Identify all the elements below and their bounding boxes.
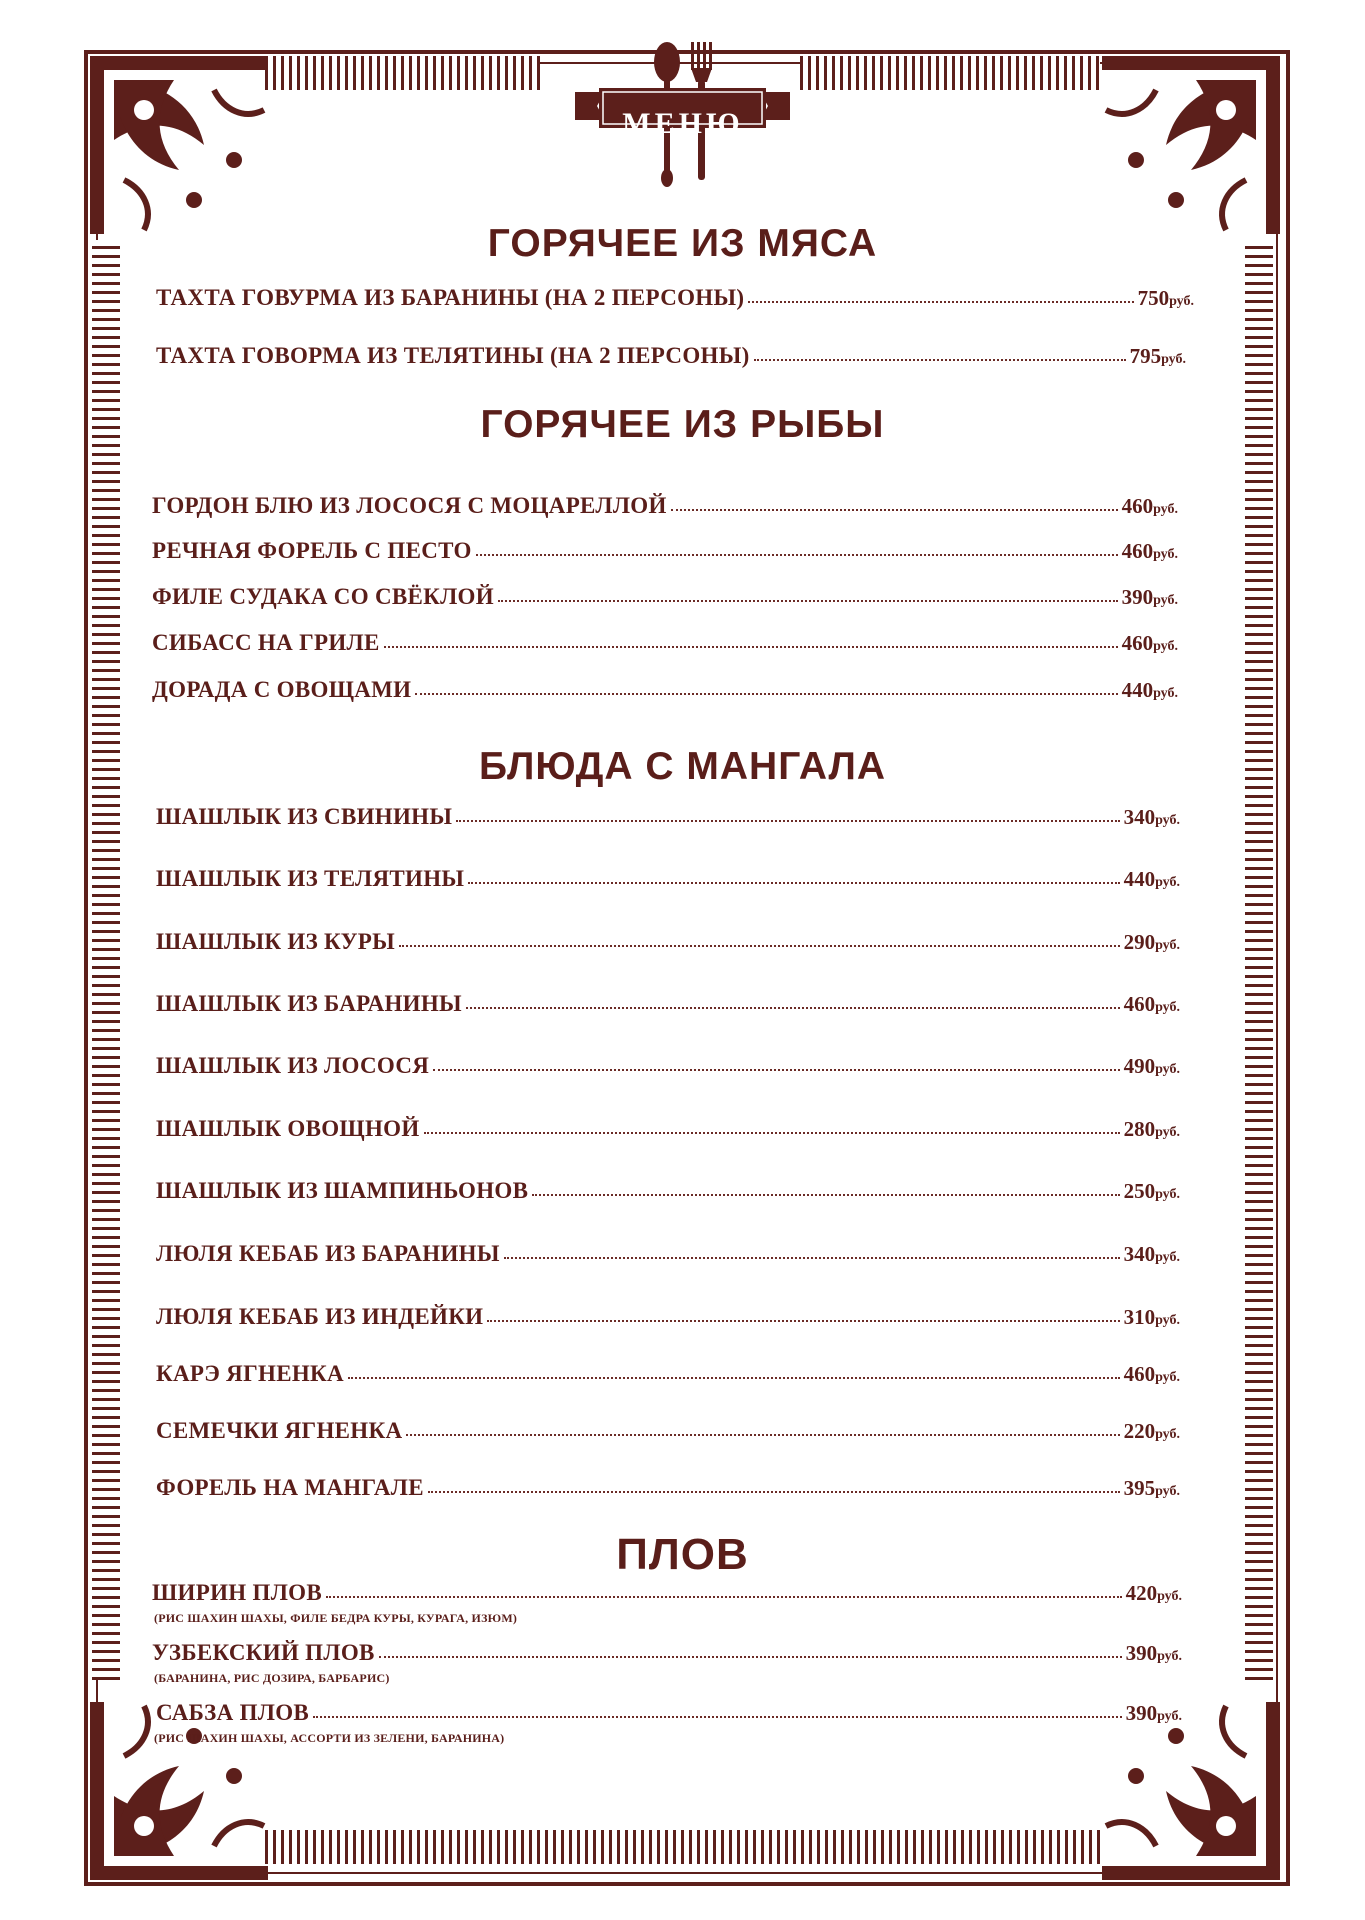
dotted-leader [399,945,1120,947]
menu-item-row [152,1640,1182,1666]
menu-item-name: ШАШЛЫК ИЗ БАРАНИНЫ [156,991,462,1016]
dotted-leader [428,1491,1120,1493]
menu-item-name: СЕМЕЧКИ ЯГНЕНКА [156,1418,403,1443]
menu-item-price: 340 [1123,1242,1156,1266]
menu-item-price: 460 [1121,494,1154,518]
currency-label: руб. [1155,813,1180,828]
menu-item-name: ШАШЛЫК ИЗ СВИНИНЫ [156,804,453,829]
currency-label: руб. [1153,593,1178,608]
top-right-stripe-band [800,56,1100,90]
currency-label: руб. [1153,686,1178,701]
dotted-leader [748,301,1133,303]
currency-label: руб. [1153,639,1178,654]
menu-item-name: УЗБЕКСКИЙ ПЛОВ [152,1640,375,1665]
dotted-leader [424,1132,1120,1134]
menu-item-row [156,1418,1180,1444]
menu-banner-title: МЕНЮ [622,107,744,140]
menu-item-price: 390 [1125,1641,1158,1665]
menu-item-price: 750 [1137,286,1170,310]
menu-item-name: СИБАСС НА ГРИЛЕ [152,630,380,655]
currency-label: руб. [1153,502,1178,517]
menu-item-name: ШАШЛЫК ИЗ ТЕЛЯТИНЫ [156,866,465,891]
currency-label: руб. [1155,1370,1180,1385]
currency-label: руб. [1155,1250,1180,1265]
dotted-leader [532,1194,1119,1196]
corner-ornament-icon [84,50,274,240]
currency-label: руб. [1155,875,1180,890]
currency-label: руб. [1153,547,1178,562]
currency-label: руб. [1155,1313,1180,1328]
section-title-hot-fish: ГОРЯЧЕЕ ИЗ РЫБЫ [480,403,885,446]
menu-item-name: ШАШЛЫК ИЗ КУРЫ [156,929,395,954]
currency-label: руб. [1155,1484,1180,1499]
menu-item-price: 395 [1123,1476,1156,1500]
menu-item-name: ГОРДОН БЛЮ ИЗ ЛОСОСЯ С МОЦАРЕЛЛОЙ [152,493,667,518]
dotted-leader [671,509,1118,511]
currency-label: руб. [1155,938,1180,953]
menu-item-name: КАРЭ ЯГНЕНКА [156,1361,344,1386]
menu-item-description: (РИС ШАХИН ШАХЫ, ФИЛЕ БЕДРА КУРЫ, КУРАГА, ИЗЮМ) [154,1611,518,1625]
menu-item-name: ЛЮЛЯ КЕБАБ ИЗ ИНДЕЙКИ [156,1304,484,1329]
dotted-leader [379,1656,1122,1658]
currency-label: руб. [1157,1589,1182,1604]
menu-item-row [156,1116,1180,1142]
dotted-leader [415,693,1117,695]
menu-item-name: ШАШЛЫК ОВОЩНОЙ [156,1116,420,1141]
menu-item-name: САБЗА ПЛОВ [156,1700,310,1725]
menu-item-price: 795 [1129,344,1162,368]
currency-label: руб. [1155,1187,1180,1202]
corner-ornament-icon [1096,50,1286,240]
menu-item-row [156,991,1180,1017]
menu-item-name: ШАШЛЫК ИЗ ШАМПИНЬОНОВ [156,1178,529,1203]
menu-item-row [152,584,1178,610]
menu-item-price: 250 [1123,1179,1156,1203]
menu-item-price: 310 [1123,1305,1156,1329]
menu-item-row [156,804,1180,830]
menu-item-price: 460 [1123,1362,1156,1386]
menu-item-price: 460 [1121,539,1154,563]
dotted-leader [384,646,1118,648]
dotted-leader [468,882,1119,884]
menu-item-name: ТАХТА ГОВУРМА ИЗ БАРАНИНЫ (НА 2 ПЕРСОНЫ) [156,285,745,310]
menu-item-name: ФИЛЕ СУДАКА СО СВЁКЛОЙ [152,584,494,609]
menu-item-row [156,866,1180,892]
menu-item-price: 490 [1123,1054,1156,1078]
dotted-leader [313,1716,1122,1718]
section-title-hot-meat: ГОРЯЧЕЕ ИЗ МЯСА [487,222,878,265]
menu-item-row [156,285,1194,311]
menu-item-price: 460 [1123,992,1156,1016]
currency-label: руб. [1161,352,1186,367]
menu-item-row [152,493,1178,519]
right-stripe-band [1245,240,1273,1680]
dotted-leader [326,1596,1122,1598]
currency-label: руб. [1155,1000,1180,1015]
menu-item-row [152,677,1178,703]
menu-item-row [156,343,1186,369]
dotted-leader [754,359,1126,361]
menu-item-row [156,1053,1180,1079]
dotted-leader [504,1257,1120,1259]
menu-item-price: 280 [1123,1117,1156,1141]
menu-item-price: 220 [1123,1419,1156,1443]
menu-item-name: ШАШЛЫК ИЗ ЛОСОСЯ [156,1053,430,1078]
section-title-grill: БЛЮДА С МАНГАЛА [478,745,887,788]
menu-item-price: 340 [1123,805,1156,829]
dotted-leader [456,820,1119,822]
dotted-leader [498,600,1118,602]
menu-item-row [156,1178,1180,1204]
dotted-leader [476,554,1118,556]
menu-item-description: (БАРАНИНА, РИС ДОЗИРА, БАРБАРИС) [154,1671,390,1685]
menu-item-row [156,1700,1182,1726]
currency-label: руб. [1155,1125,1180,1140]
menu-item-row [156,929,1180,955]
menu-item-name: РЕЧНАЯ ФОРЕЛЬ С ПЕСТО [152,538,472,563]
menu-item-row [152,1580,1182,1606]
menu-item-row [156,1361,1180,1387]
menu-item-price: 460 [1121,631,1154,655]
menu-item-row [152,538,1178,564]
menu-item-price: 440 [1121,678,1154,702]
currency-label: руб. [1157,1709,1182,1724]
menu-item-row [156,1241,1180,1267]
currency-label: руб. [1155,1062,1180,1077]
dotted-leader [348,1377,1120,1379]
section-title-plov: ПЛОВ [616,1530,749,1579]
menu-item-price: 290 [1123,930,1156,954]
currency-label: руб. [1155,1427,1180,1442]
left-stripe-band [92,240,120,1680]
menu-item-description: (РИС ШАХИН ШАХЫ, АССОРТИ ИЗ ЗЕЛЕНИ, БАРАНИНА) [154,1731,505,1745]
dotted-leader [487,1320,1119,1322]
menu-item-row [156,1475,1180,1501]
menu-item-name: ТАХТА ГОВОРМА ИЗ ТЕЛЯТИНЫ (НА 2 ПЕРСОНЫ) [156,343,750,368]
currency-label: руб. [1157,1649,1182,1664]
menu-item-name: ФОРЕЛЬ НА МАНГАЛЕ [156,1475,424,1500]
menu-item-price: 440 [1123,867,1156,891]
menu-item-name: ШИРИН ПЛОВ [152,1580,322,1605]
bottom-stripe-band [265,1830,1100,1864]
dotted-leader [406,1434,1119,1436]
dotted-leader [433,1069,1119,1071]
menu-item-row [156,1304,1180,1330]
dotted-leader [466,1007,1120,1009]
menu-item-name: ЛЮЛЯ КЕБАБ ИЗ БАРАНИНЫ [156,1241,500,1266]
menu-item-price: 390 [1121,585,1154,609]
menu-item-price: 390 [1125,1701,1158,1725]
menu-item-name: ДОРАДА С ОВОЩАМИ [152,677,412,702]
menu-item-price: 420 [1125,1581,1158,1605]
top-left-stripe-band [265,56,540,90]
menu-item-row [152,630,1178,656]
currency-label: руб. [1169,294,1194,309]
